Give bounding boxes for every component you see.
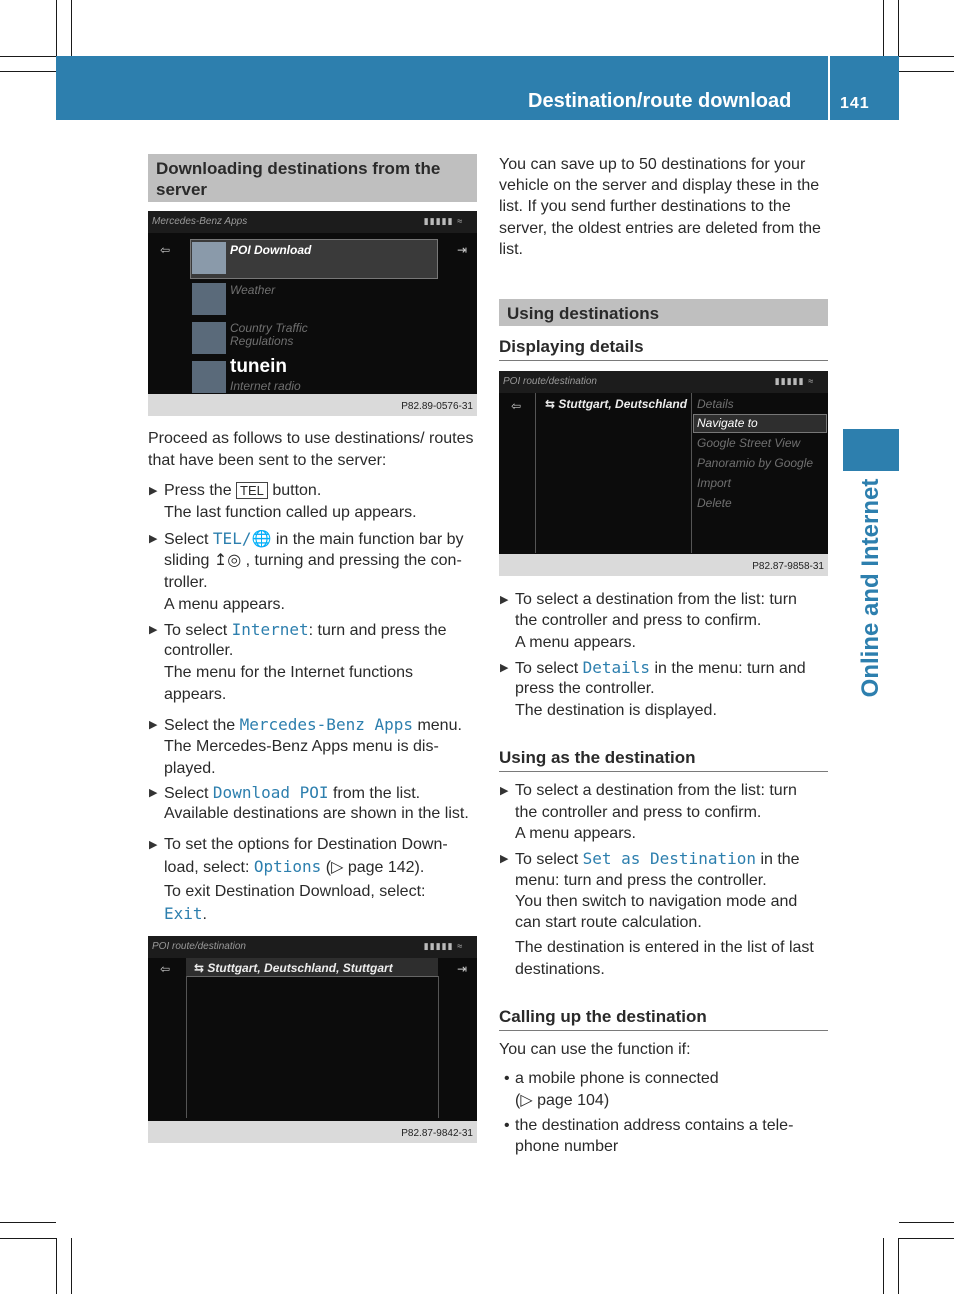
crop-mark	[883, 0, 884, 56]
step-result: A menu appears.	[515, 825, 636, 842]
condition-item: a mobile phone is connected	[515, 1070, 719, 1087]
side-tab	[843, 429, 899, 471]
condition-item: the destination address contains a tele-	[515, 1117, 794, 1134]
section-heading-using: Using destinations	[499, 299, 828, 326]
crop-mark	[898, 0, 899, 56]
step-text: controller.	[164, 642, 234, 659]
divider	[535, 393, 536, 553]
step-text: Exit.	[164, 904, 207, 923]
step-text: troller.	[164, 574, 208, 591]
step-arrow-icon: ▶	[500, 594, 509, 606]
divider	[186, 976, 187, 1118]
tel-key-icon: TEL	[236, 482, 268, 499]
step-arrow-icon: ▶	[500, 785, 509, 797]
subheading-using-as-destination: Using as the destination	[499, 748, 696, 767]
page-number: 141	[840, 95, 870, 112]
back-icon: ⇦	[160, 243, 171, 257]
crop-mark	[898, 1238, 899, 1294]
step-result: destinations.	[515, 961, 605, 978]
step-text: Press the TEL button.	[164, 482, 322, 499]
step-result: can start route calculation.	[515, 914, 702, 931]
step-text: sliding ↥◎ , turning and pressing the con-	[164, 552, 462, 569]
globe-icon: 🌐	[251, 531, 272, 548]
condition-intro: You can use the function if:	[499, 1041, 691, 1058]
screenshot-apps-menu	[148, 211, 477, 416]
step-arrow-icon: ▶	[149, 485, 158, 497]
menu-item-panoramio: Panoramio by Google	[697, 456, 814, 470]
header-divider	[828, 56, 830, 120]
controller-icon: ↥◎	[213, 552, 242, 569]
step-text: Select TEL/🌐 in the main function bar by	[164, 529, 464, 548]
traffic-icon	[192, 322, 226, 354]
crop-mark	[71, 1238, 72, 1294]
crop-mark	[56, 1238, 57, 1294]
page-title: Destination/route download	[528, 90, 792, 112]
screen-topbar: POI route/destination ▮▮▮▮▮ ≈	[148, 936, 477, 958]
step-arrow-icon: ▶	[149, 787, 158, 799]
back-icon: ⇦	[511, 399, 522, 413]
step-text: To select a destination from the list: turn	[515, 782, 797, 799]
signal-icon: ▮▮▮▮▮ ≈	[423, 941, 463, 951]
list-item-label: POI Download	[230, 243, 312, 257]
crop-mark	[0, 71, 56, 72]
intro-line: You can save up to 50 destinations for your	[499, 156, 806, 173]
intro-text: Proceed as follows to use destinations/ routes that have been sent to the server:	[148, 430, 474, 469]
step-result: appears.	[164, 686, 227, 703]
menu-item-details: Details	[697, 397, 734, 411]
crop-mark	[0, 1222, 56, 1223]
step-arrow-icon: ▶	[500, 662, 509, 674]
step-text: the controller and press to confirm.	[515, 612, 762, 629]
menu-icon: ⇥	[456, 962, 467, 976]
tunein-logo: tunein	[230, 356, 287, 377]
step-text: To exit Destination Download, select:	[164, 883, 426, 900]
screen-footer: P82.87-9858-31	[499, 554, 828, 576]
signal-icon: ▮▮▮▮▮ ≈	[774, 376, 814, 386]
step-result: The destination is displayed.	[515, 702, 717, 719]
step-text: To select Details in the menu: turn and	[515, 658, 806, 677]
step-result: You then switch to navigation mode and	[515, 893, 798, 910]
step-result: A menu appears.	[515, 634, 636, 651]
weather-icon	[192, 283, 226, 315]
side-tab-label: Online and Internet	[857, 478, 884, 698]
tunein-icon	[192, 361, 226, 393]
step-arrow-icon: ▶	[149, 719, 158, 731]
step-text: menu: turn and press the controller.	[515, 872, 767, 889]
intro-line: vehicle on the server and display these in the	[499, 177, 820, 194]
destination-entry: ⇆ Stuttgart, Deutschland	[545, 397, 688, 411]
screenshot-details-menu	[499, 371, 828, 576]
divider	[691, 393, 692, 553]
step-text: To select Internet: turn and press the	[164, 620, 447, 639]
subheading-rule	[499, 771, 828, 772]
menu-item-navigate: Navigate to	[697, 416, 758, 430]
step-text: To select a destination from the list: turn	[515, 591, 797, 608]
crop-mark	[899, 1222, 954, 1223]
menu-item-delete: Delete	[697, 496, 732, 510]
list-item-label: Country Traffic Regulations	[230, 321, 308, 348]
step-text: the controller and press to confirm.	[515, 804, 762, 821]
condition-item: (▷ page 104)	[515, 1092, 610, 1109]
list-item-selected	[190, 239, 438, 279]
step-result: A menu appears.	[164, 596, 285, 613]
crop-mark	[899, 71, 954, 72]
step-text: load, select: Options (▷ page 142).	[164, 857, 425, 876]
step-text: press the controller.	[515, 680, 655, 697]
section-heading-downloading: Downloading destinations from the server	[148, 154, 477, 202]
step-text: To set the options for Destination Down-	[164, 836, 448, 853]
step-text: Select Download POI from the list.	[164, 783, 421, 802]
signal-icon: ▮▮▮▮▮ ≈	[423, 216, 463, 226]
subheading-rule	[499, 360, 828, 361]
bullet-dot: •	[504, 1070, 510, 1087]
list-item-label: Internet radio	[230, 379, 301, 393]
crop-mark	[56, 0, 57, 56]
step-arrow-icon: ▶	[149, 533, 158, 545]
subheading-calling-up: Calling up the destination	[499, 1007, 707, 1026]
bullet-dot: •	[504, 1117, 510, 1134]
step-arrow-icon: ▶	[500, 853, 509, 865]
screen-topbar: Mercedes-Benz Apps ▮▮▮▮▮ ≈	[148, 211, 477, 233]
subheading-displaying: Displaying details	[499, 337, 644, 356]
crop-mark	[883, 1238, 884, 1294]
screen-footer: P82.87-9842-31	[148, 1121, 477, 1143]
screen-topbar: POI route/destination ▮▮▮▮▮ ≈	[499, 371, 828, 393]
step-text: To select Set as Destination in the	[515, 849, 800, 868]
subheading-rule	[499, 1030, 828, 1031]
step-result: The destination is entered in the list of last	[515, 939, 814, 956]
crop-mark	[0, 1238, 56, 1239]
menu-icon: ⇥	[456, 243, 467, 257]
intro-line: list.	[499, 241, 523, 258]
intro-line: list. If you send further destinations to the	[499, 198, 791, 215]
back-icon: ⇦	[160, 962, 171, 976]
poi-download-icon	[192, 242, 226, 274]
divider	[438, 976, 439, 1118]
screen-footer: P82.89-0576-31	[148, 394, 477, 416]
intro-line: server, the oldest entries are deleted from the	[499, 220, 821, 237]
step-result: Available destinations are shown in the list.	[164, 805, 469, 822]
step-arrow-icon: ▶	[149, 624, 158, 636]
list-item-label: Weather	[230, 283, 276, 297]
menu-item-import: Import	[697, 476, 732, 490]
step-result: The Mercedes-Benz Apps menu is dis-	[164, 738, 439, 755]
step-result: played.	[164, 760, 216, 777]
crop-mark	[71, 0, 72, 56]
step-result: The menu for the Internet functions	[164, 664, 414, 681]
crop-mark	[899, 1238, 954, 1239]
menu-item-streetview: Google Street View	[697, 436, 801, 450]
condition-item: phone number	[515, 1138, 619, 1155]
step-arrow-icon: ▶	[149, 839, 158, 851]
crop-mark	[0, 56, 56, 57]
destination-entry: ⇆ Stuttgart, Deutschland, Stuttgart	[194, 961, 393, 975]
crop-mark	[899, 56, 954, 57]
step-text: Select the Mercedes-Benz Apps menu.	[164, 715, 462, 734]
step-result: The last function called up appears.	[164, 504, 417, 521]
screenshot-poi-route	[148, 936, 477, 1143]
